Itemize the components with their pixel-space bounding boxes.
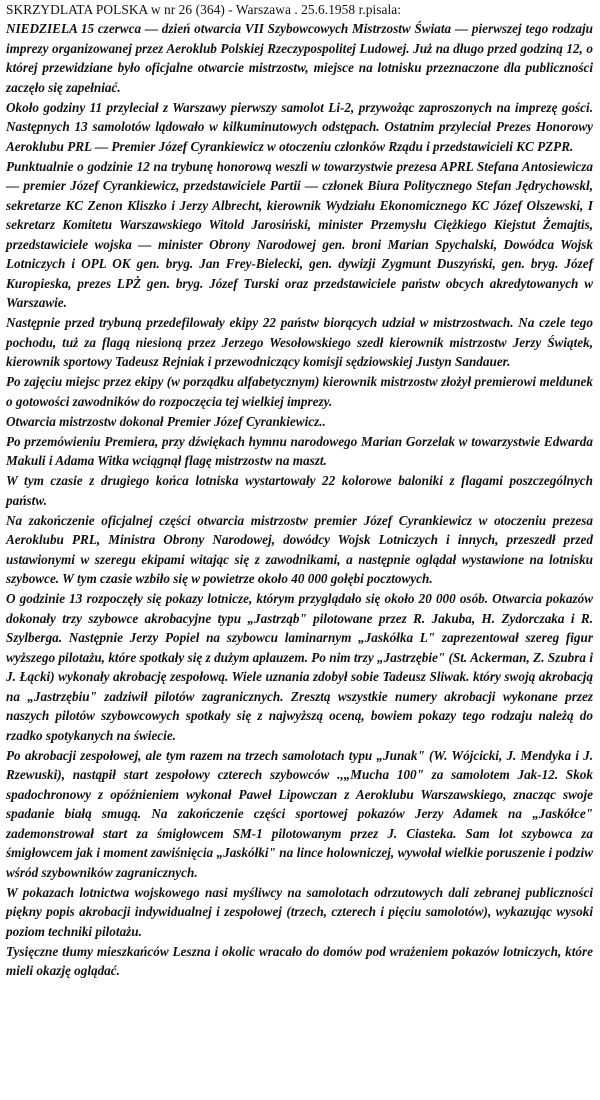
source-header: [6, 2, 593, 18]
paragraph-report: Po zajęciu miejsc przez ekipy (w porządku alfabetycznym) kierownik mistrzostw złożył premierowi meldunek o gotowości zawodników do rozpoczęcia tej wielkiej imprezy.: [6, 374, 593, 409]
paragraph-team-aerobatics: Po akrobacji zespołowej, ale tym razem na trzech samolotach typu „Junak" (W. Wójcicki, J. Mendyka i J. Rzewuski), nastąpił start zespołowy czterech szybowców .,„Mucha 100" za samolotem Jak-12. Skok spadochronowy z opóźnieniem wykonał Paweł Lipowczan z Aeroklubu Warszawskiego, znacząc swoje spadanie białą smugą. Na zakończenie części sportowej pokazów Jerzy Adamek na „Jaskółce" zademonstrował start za śmigłowcem SM-1 pilotowanym przez J. Ciasteka. Sam lot szybowca za śmigłowcem jak i moment zawiśnięcia „Jaskółki" na lince holowniczej, wywołał wielkie poruszenie i podziw wśród szybowników zagranicznych.: [6, 747, 593, 880]
paragraph-closing-ceremony: Na zakończenie oficjalnej części otwarcia mistrzostw premier Józef Cyrankiewicz w otoczeniu prezesa Aeroklubu PRL, Ministra Obrony Narodowej, dowódcy Wojsk Lotniczych i innych, przeszedł przed ustawionymi w szeregu ekipami witając się z zawodnikami, a następnie oglądał wystawione na lotnisku szybowce. W tym czasie wzbiło się w powietrze około 40 000 gołębi pocztowych.: [6, 512, 593, 586]
paragraph-opening-act: Otwarcia mistrzostw dokonał Premier Józef Cyrankiewicz..: [6, 413, 326, 429]
paragraph-military: W pokazach lotnictwa wojskowego nasi myśliwcy na samolotach odrzutowych dali zebranej publiczności piękny popis akrobacji indywidualnej i zespołowej (trzech, czterech i pięciu samolotów), wykazując wysoki poziom techniki pilotażu.: [6, 884, 593, 939]
paragraph-arrival: Około godziny 11 przyleciał z Warszawy pierwszy samolot Li-2, przywożąc zaproszonych na imprezę gości. Następnych 13 samolotów lądowało w kilkuminutowych odstępach. Ostatnim przyleciał Prezes Honorowy Aeroklubu PRL — Premier Józef Cyrankiewicz w otoczeniu członków Rządu i przedstawicieli KC PZPR.: [6, 99, 593, 154]
paragraph-flag: Po przemówieniu Premiera, przy dźwiękach hymnu narodowego Marian Gorzelak w towarzystwie Edwarda Makuli i Adama Witka wciągnął flagę mistrzostw na maszt.: [6, 433, 593, 468]
paragraph-tribune: Punktualnie o godzinie 12 na trybunę honorową weszli w towarzystwie prezesa APRL Stefana Antosiewicza — premier Józef Cyrankiewicz, przedstawiciele Partii — członek Biura Politycznego Stefan Jędrychowskl, sekretarze KC Zenon Kliszko i Jerzy Albrecht, kierownik Wydziału Ekonomicznego KC Józef Olszewski, I sekretarz Komitetu Warszawskiego Witold Jarosiński, minister Przemysłu Ciężkiego Kiejstut Żemajtis, przedstawiciele wojska — minister Obrony Narodowej gen. broni Marian Spychalski, Dowódca Wojsk Lotniczych i OPL OK gen. bryg. Jan Frey-Bielecki, gen. dywizji Zygmunt Duszyński, gen. bryg. Józef Kuropieska, prezes LPŻ gen. bryg. Józef Turski oraz przedstawiciele państw obcych akredytowanych w Warszawie.: [6, 158, 593, 310]
paragraph-parade: Następnie przed trybuną przedefilowały ekipy 22 państw biorących udział w mistrzostwach. Na czele tego pochodu, tuż za flagą niesioną przez Jerzego Wesołowskiego szedł kierownik mistrzostw Jerzy Świątek, kierownik sportowy Tadeusz Rejniak i przewodniczący komisji sędziowskiej Justyn Sandauer.: [6, 315, 593, 369]
paragraph-opening: NIEDZIELA 15 czerwca — dzień otwarcia VII Szybowcowych Mistrzostw Świata — pierwszej tego rodzaju imprezy organizowanej przez Aeroklub Polskiej Rzeczypospolitej Ludowej. Już na długo przed godziną 12, o której przewidziane było oficjalne otwarcie mistrzostw, miejsce na lotnisku przeznaczone dla publiczności zaczęło się zapełniać.: [6, 21, 593, 95]
header-text: SKRZYDLATA POLSKA w nr 26 (364) - Warszawa . 25.6.1958 r.pisala:: [6, 2, 402, 17]
paragraph-airshow: O godzinie 13 rozpoczęły się pokazy lotnicze, którym przyglądało się około 20 000 osób. Otwarcia pokazów dokonały trzy szybowce akrobacyjne typu „Jastrząb" pilotowane przez R. Jakuba, H. Zydorczaka i R. Szylberga. Następnie Jerzy Popiel na szybowcu laminarnym „Jaskółka L" zaprezentował szereg figur wyższego pilotażu, które spotkały się z dużym aplauzem. Po nim trzy „Jastrzębie" (St. Ackerman, Z. Szubra i J. Łącki) wykonały akrobację zespołową. Wiele uznania zdobył sobie Tadeusz Sliwak. który swoją akrobacją na „Jastrzębiu" zadziwił pilotów zagranicznych. Zresztą wszystkie numery akrobacji wykonane przez naszych pilotów szybowcowych spotkały się z najwyższą oceną, bowiem pokazy tego rodzaju należą do rzadko spotykanych na świecie.: [6, 591, 593, 743]
paragraph-balloons: W tym czasie z drugiego końca lotniska wystartowały 22 kolorowe baloniki z flagami poszczególnych państw.: [6, 473, 593, 508]
paragraph-crowds: Tysięczne tłumy mieszkańców Leszna i okolic wracało do domów pod wrażeniem pokazów lotniczych, które mieli okazję oglądać.: [6, 943, 593, 978]
